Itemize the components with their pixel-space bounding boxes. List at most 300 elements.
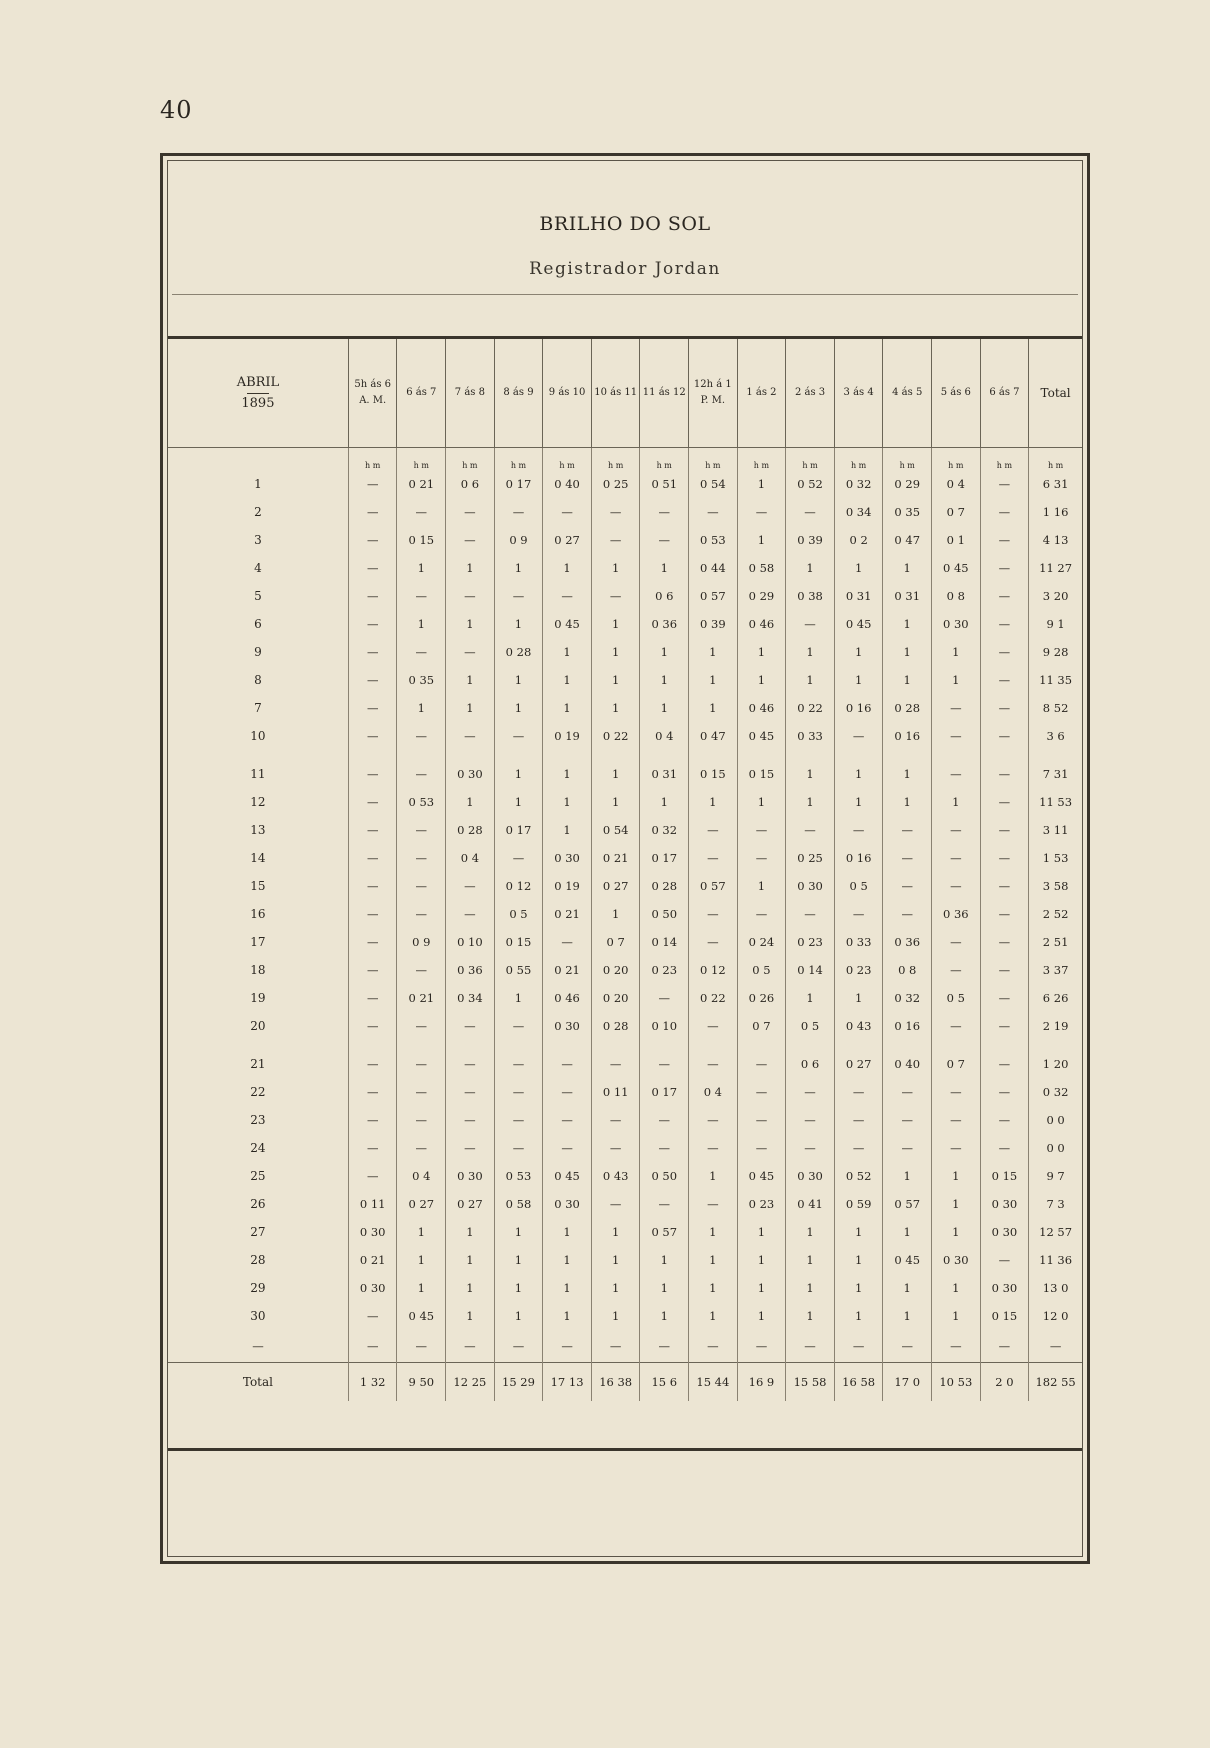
gap-cell: [737, 1040, 786, 1050]
day-total-cell: 9 1: [1046, 617, 1065, 631]
hour-value-cell: 1: [737, 1246, 786, 1274]
hour-value-cell: 0 46: [737, 610, 786, 638]
hour-value-cell: 0 34: [446, 984, 495, 1012]
hour-value-cell: 0 28: [591, 1012, 640, 1040]
table-row: [168, 1162, 1082, 1190]
hour-value-cell: —: [786, 610, 835, 638]
hour-value-cell: 0 27: [591, 872, 640, 900]
day-total-cell: 13 0: [1042, 1281, 1069, 1295]
hour-value-cell: 0 51: [640, 470, 689, 498]
hour-value-cell: —: [883, 900, 932, 928]
hour-value-cell: —: [446, 1106, 495, 1134]
hour-range-label: 11 ás 12: [642, 387, 686, 398]
hour-value-cell: 1: [543, 788, 592, 816]
hour-value-cell: —: [348, 788, 397, 816]
hour-value-cell: —: [348, 470, 397, 498]
table-row: [168, 984, 1082, 1012]
hour-value-cell: 0 32: [640, 816, 689, 844]
hour-value-cell: —: [689, 844, 738, 872]
hour-value-cell: —: [932, 694, 981, 722]
day-cell: 4: [168, 554, 348, 582]
day-cell: 10: [168, 722, 348, 750]
gap-cell: [591, 750, 640, 760]
hour-column-header: [834, 339, 883, 448]
hour-column-header: [446, 339, 495, 448]
hour-value-cell: —: [980, 956, 1029, 984]
hour-value-cell: 0 30: [932, 1246, 981, 1274]
hour-value-cell: 0 19: [543, 722, 592, 750]
hour-value-cell: —: [834, 1134, 883, 1162]
hour-value-cell: —: [640, 984, 689, 1012]
hour-value-cell: —: [348, 1302, 397, 1330]
gap-cell: [932, 750, 981, 760]
hour-value-cell: 0 35: [883, 498, 932, 526]
separator-dash: —: [446, 1330, 495, 1363]
hour-value-cell: 0 28: [883, 694, 932, 722]
hour-value-cell: —: [494, 1078, 543, 1106]
hour-value-cell: —: [980, 610, 1029, 638]
hour-value-cell: —: [980, 1106, 1029, 1134]
day-cell: 17: [168, 928, 348, 956]
hour-value-cell: 1: [932, 638, 981, 666]
hour-value-cell: —: [494, 1134, 543, 1162]
hour-value-cell: —: [348, 816, 397, 844]
totals-label: Total: [168, 1363, 348, 1402]
hour-value-cell: —: [980, 470, 1029, 498]
separator-dash: —: [834, 1330, 883, 1363]
total-column-header: Total: [1029, 339, 1082, 448]
hour-value-cell: 0 54: [689, 470, 738, 498]
hour-value-cell: 0 31: [883, 582, 932, 610]
hour-value-cell: 0 54: [591, 816, 640, 844]
hour-value-cell: —: [591, 526, 640, 554]
hour-range-label: 12h á 1: [693, 379, 732, 390]
gap-cell: [786, 750, 835, 760]
day-total-cell: 11 36: [1039, 1253, 1073, 1267]
day-cell: 12: [168, 788, 348, 816]
hour-value-cell: —: [932, 872, 981, 900]
hour-value-cell: 0 27: [834, 1050, 883, 1078]
unit-label: h m: [591, 448, 640, 471]
hour-value-cell: 1: [737, 1302, 786, 1330]
separator-dash: —: [543, 1330, 592, 1363]
day-cell: 25: [168, 1162, 348, 1190]
unit-label: h m: [786, 448, 835, 471]
separator-dash: —: [591, 1330, 640, 1363]
hour-column-header: [786, 339, 835, 448]
column-total-cell: 16 58: [834, 1363, 883, 1402]
hour-value-cell: 0 30: [932, 610, 981, 638]
hour-value-cell: —: [591, 1134, 640, 1162]
hour-column-header: [689, 339, 738, 448]
hour-value-cell: —: [883, 1106, 932, 1134]
gap-cell: [640, 750, 689, 760]
hour-value-cell: 0 31: [834, 582, 883, 610]
separator-dash: —: [168, 1330, 348, 1363]
table-row: [168, 1190, 1082, 1218]
day-cell: 1: [168, 470, 348, 498]
hour-value-cell: 1: [786, 984, 835, 1012]
hour-value-cell: —: [980, 788, 1029, 816]
table-row: [168, 788, 1082, 816]
hour-value-cell: 0 53: [689, 526, 738, 554]
hour-value-cell: 0 21: [543, 956, 592, 984]
hour-value-cell: —: [591, 582, 640, 610]
hour-value-cell: —: [786, 1078, 835, 1106]
hour-value-cell: 1: [640, 1246, 689, 1274]
unit-label: h m: [397, 448, 446, 471]
hour-value-cell: 1: [932, 1162, 981, 1190]
hour-value-cell: 1: [494, 554, 543, 582]
hour-value-cell: 1: [689, 694, 738, 722]
hour-value-cell: 0 45: [543, 1162, 592, 1190]
hour-value-cell: —: [689, 498, 738, 526]
hour-value-cell: 0 6: [640, 582, 689, 610]
gap-cell: [168, 750, 348, 760]
hour-value-cell: —: [591, 498, 640, 526]
hour-value-cell: 1: [883, 1302, 932, 1330]
hour-value-cell: —: [591, 1050, 640, 1078]
hour-value-cell: 0 36: [640, 610, 689, 638]
hour-value-cell: 0 40: [543, 470, 592, 498]
day-total-cell: 11 27: [1039, 561, 1073, 575]
hour-value-cell: —: [834, 1106, 883, 1134]
hour-value-cell: 0 45: [883, 1246, 932, 1274]
group-gap: [168, 750, 1082, 760]
hour-value-cell: 1: [737, 872, 786, 900]
column-total-cell: 15 44: [689, 1363, 738, 1402]
separator-dash: —: [689, 1330, 738, 1363]
hour-value-cell: 0 22: [689, 984, 738, 1012]
column-total-cell: 9 50: [397, 1363, 446, 1402]
hour-value-cell: 0 47: [883, 526, 932, 554]
hour-value-cell: 0 38: [786, 582, 835, 610]
column-total-cell: 17 0: [883, 1363, 932, 1402]
hour-value-cell: —: [883, 844, 932, 872]
hour-value-cell: 0 23: [737, 1190, 786, 1218]
gap-cell: [543, 750, 592, 760]
table-row: [168, 900, 1082, 928]
hour-value-cell: 0 29: [883, 470, 932, 498]
hour-value-cell: 0 30: [786, 1162, 835, 1190]
hour-value-cell: —: [446, 900, 495, 928]
hour-column-header: [348, 339, 397, 448]
hour-value-cell: 0 9: [397, 928, 446, 956]
hour-value-cell: 0 43: [591, 1162, 640, 1190]
hour-value-cell: —: [446, 1012, 495, 1040]
hour-value-cell: 1: [883, 1274, 932, 1302]
day-cell: 2: [168, 498, 348, 526]
hour-value-cell: —: [397, 900, 446, 928]
hour-value-cell: 1: [834, 788, 883, 816]
hour-value-cell: —: [689, 928, 738, 956]
hour-value-cell: 0 7: [932, 1050, 981, 1078]
day-total-cell: 6 26: [1042, 991, 1069, 1005]
hour-value-cell: 1: [543, 1302, 592, 1330]
hour-value-cell: 0 45: [932, 554, 981, 582]
unit-label: h m: [446, 448, 495, 471]
hour-value-cell: 1: [834, 554, 883, 582]
hour-value-cell: 0 45: [834, 610, 883, 638]
hour-value-cell: 1: [446, 554, 495, 582]
table-row: [168, 526, 1082, 554]
column-total-cell: 15 29: [494, 1363, 543, 1402]
hour-value-cell: 0 16: [883, 722, 932, 750]
hour-value-cell: —: [543, 498, 592, 526]
hour-value-cell: —: [689, 1134, 738, 1162]
hour-value-cell: 1: [397, 1218, 446, 1246]
hour-value-cell: 0 8: [883, 956, 932, 984]
hour-value-cell: —: [348, 554, 397, 582]
hour-value-cell: 0 47: [689, 722, 738, 750]
hour-value-cell: 0 10: [640, 1012, 689, 1040]
hour-value-cell: 1: [494, 694, 543, 722]
hour-range-label: 8 ás 9: [503, 387, 534, 398]
hour-value-cell: 1: [397, 554, 446, 582]
hour-value-cell: —: [348, 984, 397, 1012]
hour-value-cell: 0 57: [883, 1190, 932, 1218]
hour-value-cell: 0 21: [543, 900, 592, 928]
hour-value-cell: —: [640, 526, 689, 554]
gap-cell: [348, 1040, 397, 1050]
gap-cell: [737, 750, 786, 760]
day-cell: 26: [168, 1190, 348, 1218]
hour-value-cell: 0 4: [397, 1162, 446, 1190]
day-total-cell: 2 51: [1042, 935, 1069, 949]
day-total-cell: 4 13: [1042, 533, 1069, 547]
hour-value-cell: —: [980, 638, 1029, 666]
day-total-cell: 11 35: [1039, 673, 1073, 687]
hour-value-cell: 0 7: [932, 498, 981, 526]
hour-value-cell: —: [932, 928, 981, 956]
hour-value-cell: 0 5: [494, 900, 543, 928]
gap-cell: [980, 750, 1029, 760]
hour-value-cell: —: [494, 582, 543, 610]
gap-cell: [883, 1040, 932, 1050]
hour-value-cell: 1: [786, 1246, 835, 1274]
hour-value-cell: 0 5: [932, 984, 981, 1012]
gap-cell: [397, 1040, 446, 1050]
hour-value-cell: 0 33: [834, 928, 883, 956]
hour-value-cell: —: [494, 1050, 543, 1078]
hour-value-cell: 0 28: [640, 872, 689, 900]
hour-value-cell: —: [494, 844, 543, 872]
day-cell: 29: [168, 1274, 348, 1302]
hour-value-cell: —: [932, 722, 981, 750]
hour-value-cell: 1: [640, 666, 689, 694]
column-total-cell: 15 6: [640, 1363, 689, 1402]
hour-value-cell: 1: [640, 694, 689, 722]
hour-value-cell: —: [640, 498, 689, 526]
hour-value-cell: —: [980, 1134, 1029, 1162]
hour-range-label: 6 ás 7: [406, 387, 437, 398]
hour-value-cell: 0 19: [543, 872, 592, 900]
hour-value-cell: 1: [397, 610, 446, 638]
hour-value-cell: —: [397, 498, 446, 526]
hour-value-cell: —: [980, 498, 1029, 526]
hour-value-cell: 0 17: [494, 816, 543, 844]
hour-value-cell: 1: [543, 760, 592, 788]
hour-value-cell: 1: [786, 638, 835, 666]
hour-value-cell: 0 45: [737, 1162, 786, 1190]
unit-label: h m: [834, 448, 883, 471]
hour-value-cell: —: [980, 984, 1029, 1012]
hour-value-cell: 0 30: [786, 872, 835, 900]
hour-column-header: [591, 339, 640, 448]
hour-value-cell: —: [543, 928, 592, 956]
column-total-cell: 12 25: [446, 1363, 495, 1402]
separator-dash: —: [494, 1330, 543, 1363]
hour-value-cell: 0 5: [786, 1012, 835, 1040]
unit-label: h m: [1047, 461, 1064, 470]
hour-value-cell: —: [348, 872, 397, 900]
hour-value-cell: 0 53: [494, 1162, 543, 1190]
hour-value-cell: —: [348, 498, 397, 526]
day-total-cell: 0 0: [1046, 1113, 1065, 1127]
hour-value-cell: 1: [543, 816, 592, 844]
hour-value-cell: 1: [494, 1274, 543, 1302]
unit-label: h m: [737, 448, 786, 471]
gap-cell: [786, 1040, 835, 1050]
hour-value-cell: —: [543, 1134, 592, 1162]
separator-dash: —: [348, 1330, 397, 1363]
day-cell: 7: [168, 694, 348, 722]
hour-value-cell: —: [348, 900, 397, 928]
hour-value-cell: 1: [494, 984, 543, 1012]
hour-value-cell: 1: [689, 1218, 738, 1246]
hour-value-cell: —: [786, 1134, 835, 1162]
table-row: [168, 1302, 1082, 1330]
hour-value-cell: 0 20: [591, 984, 640, 1012]
hour-value-cell: —: [543, 1050, 592, 1078]
hour-value-cell: 0 27: [543, 526, 592, 554]
hour-value-cell: 1: [834, 1246, 883, 1274]
frame-inner-border: [167, 160, 1083, 1557]
hour-value-cell: 0 39: [689, 610, 738, 638]
hour-value-cell: 1: [591, 666, 640, 694]
hour-value-cell: 0 25: [591, 470, 640, 498]
hour-value-cell: 1: [543, 1274, 592, 1302]
hour-value-cell: —: [494, 1012, 543, 1040]
hour-value-cell: 1: [543, 554, 592, 582]
hour-value-cell: —: [834, 900, 883, 928]
day-total-cell: 9 7: [1046, 1169, 1065, 1183]
hour-value-cell: 1: [640, 554, 689, 582]
hour-value-cell: 1: [446, 1246, 495, 1274]
day-total-cell: 1 20: [1042, 1057, 1069, 1071]
hour-value-cell: —: [348, 1050, 397, 1078]
hour-value-cell: —: [834, 1078, 883, 1106]
hour-value-cell: —: [397, 638, 446, 666]
hour-value-cell: —: [786, 1106, 835, 1134]
unit-label: h m: [932, 448, 981, 471]
hour-value-cell: —: [980, 722, 1029, 750]
hour-value-cell: —: [689, 900, 738, 928]
hour-value-cell: 1: [932, 1190, 981, 1218]
hour-value-cell: 0 36: [932, 900, 981, 928]
hour-value-cell: 0 15: [737, 760, 786, 788]
day-cell: 14: [168, 844, 348, 872]
hour-value-cell: 1: [883, 666, 932, 694]
table-row: [168, 722, 1082, 750]
hour-range-label: 9 ás 10: [548, 387, 586, 398]
hour-value-cell: 0 57: [640, 1218, 689, 1246]
day-total-cell: 3 11: [1042, 823, 1069, 837]
hour-value-cell: 1: [737, 638, 786, 666]
month-year-header: [168, 339, 348, 448]
hour-value-cell: 0 30: [446, 760, 495, 788]
hour-value-cell: 1: [494, 1218, 543, 1246]
hour-value-cell: 0 1: [932, 526, 981, 554]
page-number: 40: [160, 96, 193, 124]
day-total-cell: 12 0: [1042, 1309, 1069, 1323]
hour-value-cell: 0 58: [494, 1190, 543, 1218]
hour-value-cell: 0 23: [786, 928, 835, 956]
hour-value-cell: 0 53: [397, 788, 446, 816]
day-cell: 21: [168, 1050, 348, 1078]
day-cell: 27: [168, 1218, 348, 1246]
hour-value-cell: 0 30: [543, 1190, 592, 1218]
hour-value-cell: —: [980, 928, 1029, 956]
hour-value-cell: 0 21: [397, 470, 446, 498]
hour-range-label: 1 ás 2: [746, 387, 777, 398]
gap-cell: [883, 750, 932, 760]
hour-value-cell: —: [640, 1106, 689, 1134]
hour-value-cell: —: [348, 760, 397, 788]
day-total-cell: 2 52: [1042, 907, 1069, 921]
separator-dash: —: [737, 1330, 786, 1363]
hour-value-cell: —: [689, 1012, 738, 1040]
hour-value-cell: —: [348, 1012, 397, 1040]
hour-value-cell: 1: [737, 470, 786, 498]
hour-value-cell: —: [932, 1134, 981, 1162]
hour-value-cell: 1: [591, 1246, 640, 1274]
hour-value-cell: 0 6: [786, 1050, 835, 1078]
hour-value-cell: 0 17: [640, 1078, 689, 1106]
hour-value-cell: 1: [543, 694, 592, 722]
column-total-cell: 10 53: [932, 1363, 981, 1402]
gap-cell: [1029, 750, 1082, 760]
hour-value-cell: —: [543, 1106, 592, 1134]
hour-value-cell: —: [932, 1078, 981, 1106]
hour-value-cell: —: [397, 1012, 446, 1040]
hour-value-cell: —: [348, 722, 397, 750]
hour-value-cell: 0 8: [932, 582, 981, 610]
hour-value-cell: 1: [834, 1302, 883, 1330]
hour-value-cell: 0 30: [543, 844, 592, 872]
hour-value-cell: 0 5: [737, 956, 786, 984]
hour-value-cell: —: [786, 498, 835, 526]
hour-value-cell: 1: [883, 788, 932, 816]
hour-value-cell: —: [591, 1106, 640, 1134]
day-cell: 3: [168, 526, 348, 554]
gap-cell: [640, 1040, 689, 1050]
hour-column-header: [737, 339, 786, 448]
hour-value-cell: 1: [640, 638, 689, 666]
hour-value-cell: —: [348, 1078, 397, 1106]
table-row: [168, 1246, 1082, 1274]
column-total-cell: 182 55: [1029, 1363, 1082, 1402]
separator-dash: —: [932, 1330, 981, 1363]
hour-value-cell: 1: [786, 666, 835, 694]
hour-value-cell: 0 50: [640, 1162, 689, 1190]
gap-cell: [397, 750, 446, 760]
hour-value-cell: 1: [397, 1246, 446, 1274]
hour-value-cell: 1: [786, 760, 835, 788]
hour-value-cell: —: [446, 498, 495, 526]
hour-column-header: [640, 339, 689, 448]
hour-value-cell: —: [737, 1078, 786, 1106]
